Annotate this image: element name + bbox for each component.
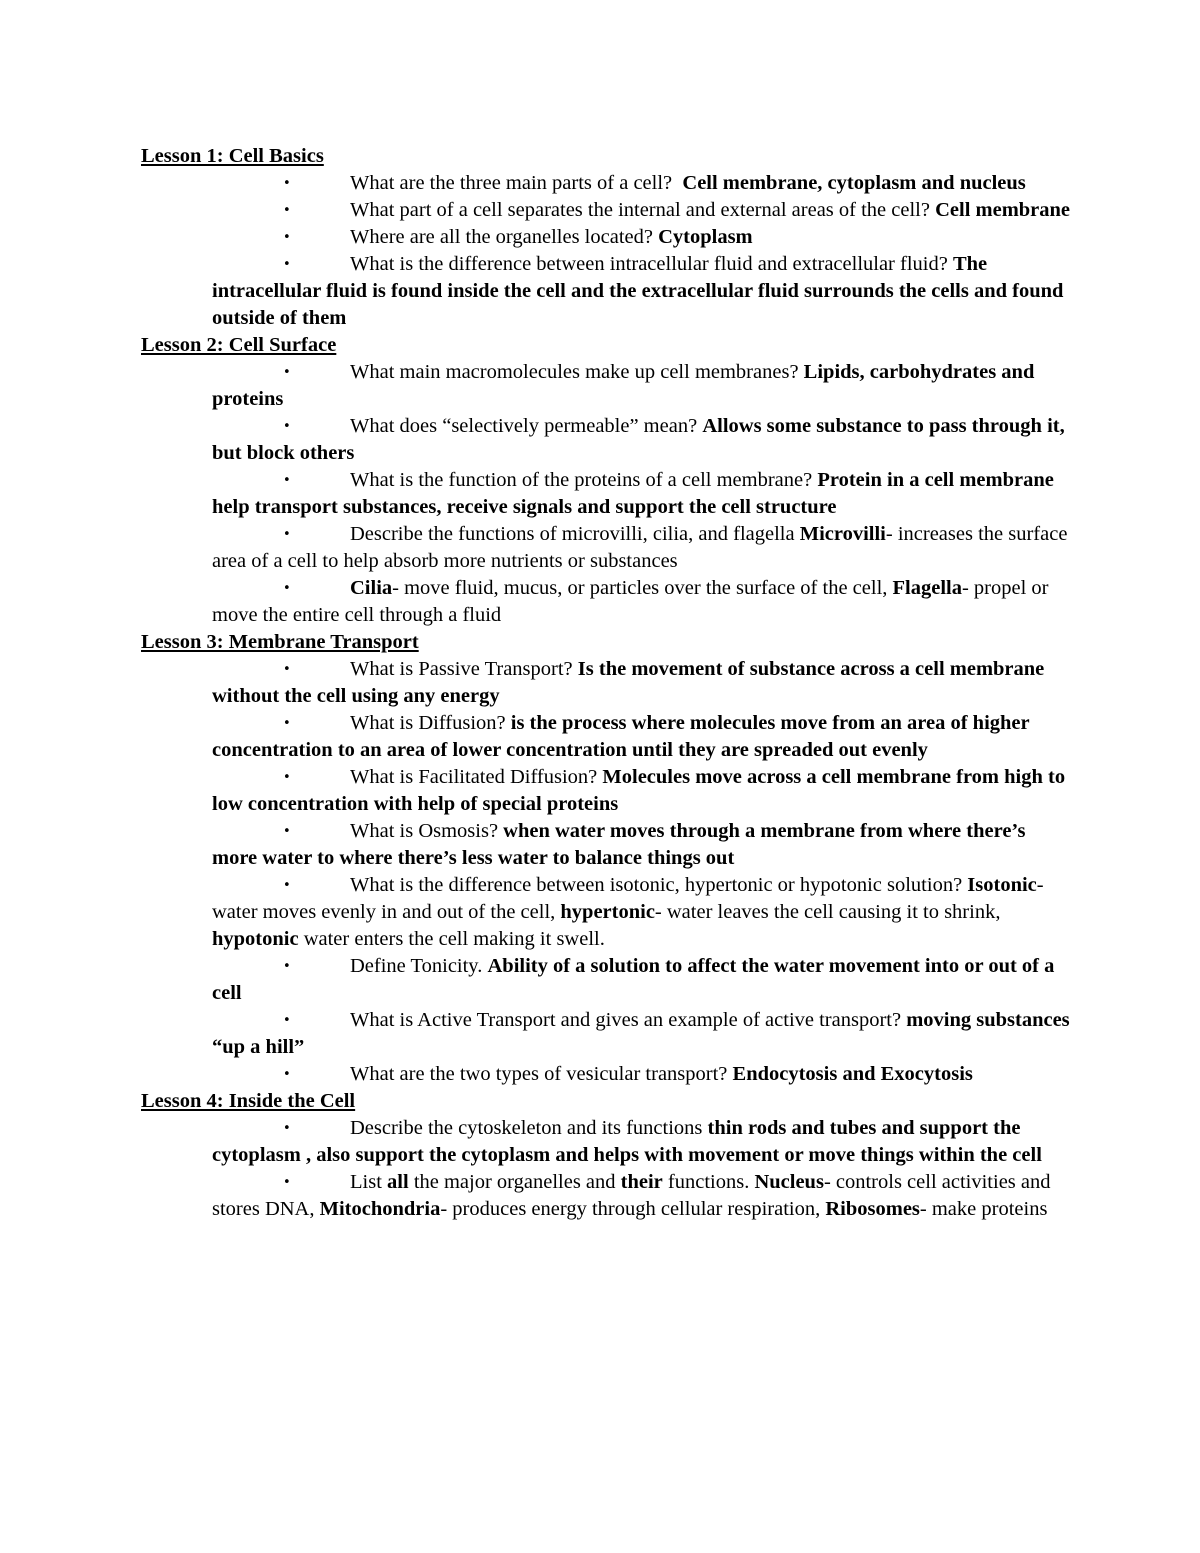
definition-text: - controls cell activities and stores DNA, <box>212 1171 1051 1220</box>
question-text: Define Tonicity. <box>350 955 483 977</box>
bullet-icon: • <box>283 662 291 677</box>
list-item <box>141 764 1071 818</box>
question-text: What is Facilitated Diffusion? <box>350 766 598 788</box>
answer-text: The intracellular fluid is found inside the cell and the extracellular fluid surrounds the cells and found outside of them <box>212 253 1064 329</box>
bullet-icon: • <box>283 581 291 596</box>
bullet-icon: • <box>283 959 291 974</box>
answer-text: thin rods and tubes and support the cytoplasm , also support the cytoplasm and helps with movement or move things within the cell <box>212 1117 1042 1166</box>
answer-text: Endocytosis and Exocytosis <box>732 1063 973 1085</box>
answer-text: Allows some substance to pass through it, but block others <box>212 415 1065 464</box>
list-item <box>141 872 1071 953</box>
answer-text: Cell membrane <box>935 199 1071 221</box>
bullet-icon: • <box>283 365 291 380</box>
answer-text: Is the movement of substance across a cell membrane without the cell using any energy <box>212 658 1045 707</box>
list-item <box>141 575 1071 629</box>
definition-text: water enters the cell making it swell. <box>298 928 605 950</box>
bullet-icon: • <box>283 527 291 542</box>
list-item <box>141 251 1071 332</box>
bullet-icon: • <box>283 824 291 839</box>
answer-text: Lipids, carbohydrates and proteins <box>212 361 1035 410</box>
list-item <box>141 1007 1071 1061</box>
bullet-icon: • <box>283 473 291 488</box>
question-text: What is Osmosis? <box>350 820 499 842</box>
answer-text: Molecules move across a cell membrane from high to low concentration with help of special proteins <box>212 766 1066 815</box>
answer-text: Cytoplasm <box>658 226 753 248</box>
question-text: What are the two types of vesicular transport? <box>350 1063 728 1085</box>
lesson-2-heading: Lesson 2: Cell Surface <box>141 334 337 356</box>
question-text: What is Passive Transport? <box>350 658 573 680</box>
bullet-icon: • <box>283 716 291 731</box>
list-item <box>141 656 1071 710</box>
list-item <box>141 170 1071 197</box>
bullet-icon: • <box>283 1067 291 1082</box>
term-nucleus: Nucleus <box>754 1171 824 1193</box>
definition-text: - move fluid, mucus, or particles over the surface of the cell, <box>392 577 888 599</box>
list-item <box>141 197 1071 224</box>
bullet-icon: • <box>283 176 291 191</box>
question-text: What is the function of the proteins of a cell membrane? <box>350 469 813 491</box>
question-text: What main macromolecules make up cell membranes? <box>350 361 799 383</box>
question-text: Where are all the organelles located? <box>350 226 653 248</box>
bullet-icon: • <box>283 230 291 245</box>
answer-text: Ability of a solution to affect the water movement into or out of a cell <box>212 955 1055 1004</box>
bullet-icon: • <box>283 203 291 218</box>
question-text: What does “selectively permeable” mean? <box>350 415 698 437</box>
question-text: What is Diffusion? <box>350 712 506 734</box>
answer-text: moving substances “up a hill” <box>212 1009 1070 1058</box>
question-text: What is the difference between isotonic, hypertonic or hypotonic solution? <box>350 874 963 896</box>
definition-text: - increases the surface area of a cell to help absorb more nutrients or substances <box>212 523 1068 572</box>
question-text: What are the three main parts of a cell? <box>350 172 673 194</box>
list-item <box>141 1061 1071 1088</box>
question-text: What part of a cell separates the internal and external areas of the cell? <box>350 199 930 221</box>
list-item <box>141 521 1071 575</box>
term-flagella: Flagella <box>892 577 962 599</box>
definition-text: - propel or move the entire cell through a fluid <box>212 577 1049 626</box>
definition-text: - water moves evenly in and out of the cell, <box>212 874 1044 923</box>
definition-text: - make proteins <box>919 1198 1048 1220</box>
list-item <box>141 413 1071 467</box>
list-item <box>141 818 1071 872</box>
bullet-icon: • <box>283 878 291 893</box>
question-text: List <box>350 1171 388 1193</box>
study-guide-content <box>141 143 1071 1223</box>
question-text: What is the difference between intracellular fluid and extracellular fluid? <box>350 253 948 275</box>
emphasis-their: their <box>620 1171 663 1193</box>
question-text: What is Active Transport and gives an example of active transport? <box>350 1009 902 1031</box>
term-cilia: Cilia <box>350 577 393 599</box>
term-microvilli: Microvilli <box>799 523 886 545</box>
definition-text: - water leaves the cell causing it to shrink, <box>654 901 1001 923</box>
emphasis-all: all <box>387 1171 409 1193</box>
bullet-icon: • <box>283 257 291 272</box>
list-item <box>141 710 1071 764</box>
bullet-icon: • <box>283 1175 291 1190</box>
list-item <box>141 1169 1071 1223</box>
lesson-1-heading: Lesson 1: Cell Basics <box>141 145 324 167</box>
term-hypotonic: hypotonic <box>212 928 299 950</box>
bullet-icon: • <box>283 770 291 785</box>
lesson-4-heading: Lesson 4: Inside the Cell <box>141 1090 356 1112</box>
question-text: the major organelles and <box>408 1171 621 1193</box>
list-item <box>141 467 1071 521</box>
bullet-icon: • <box>283 419 291 434</box>
term-ribosomes: Ribosomes <box>825 1198 920 1220</box>
answer-text: when water moves through a membrane from where there’s more water to where there’s less water to balance things out <box>212 820 1026 869</box>
bullet-icon: • <box>283 1121 291 1136</box>
list-item <box>141 953 1071 1007</box>
list-item <box>141 224 1071 251</box>
term-mitochondria: Mitochondria <box>319 1198 441 1220</box>
question-text: Describe the cytoskeleton and its functions <box>350 1117 703 1139</box>
term-isotonic: Isotonic <box>967 874 1037 896</box>
term-hypertonic: hypertonic <box>560 901 655 923</box>
list-item <box>141 359 1071 413</box>
list-item <box>141 1115 1071 1169</box>
lesson-3-heading: Lesson 3: Membrane Transport <box>141 631 419 653</box>
answer-text: is the process where molecules move from an area of higher concentration to an area of lower concentration until they are spreaded out evenly <box>212 712 1030 761</box>
question-text: functions. <box>662 1171 755 1193</box>
answer-text: Protein in a cell membrane help transport substances, receive signals and support the cell structure <box>212 469 1054 518</box>
answer-text: Cell membrane, cytoplasm and nucleus <box>682 172 1026 194</box>
definition-text: - produces energy through cellular respiration, <box>440 1198 821 1220</box>
bullet-icon: • <box>283 1013 291 1028</box>
question-text: Describe the functions of microvilli, cilia, and flagella <box>350 523 795 545</box>
